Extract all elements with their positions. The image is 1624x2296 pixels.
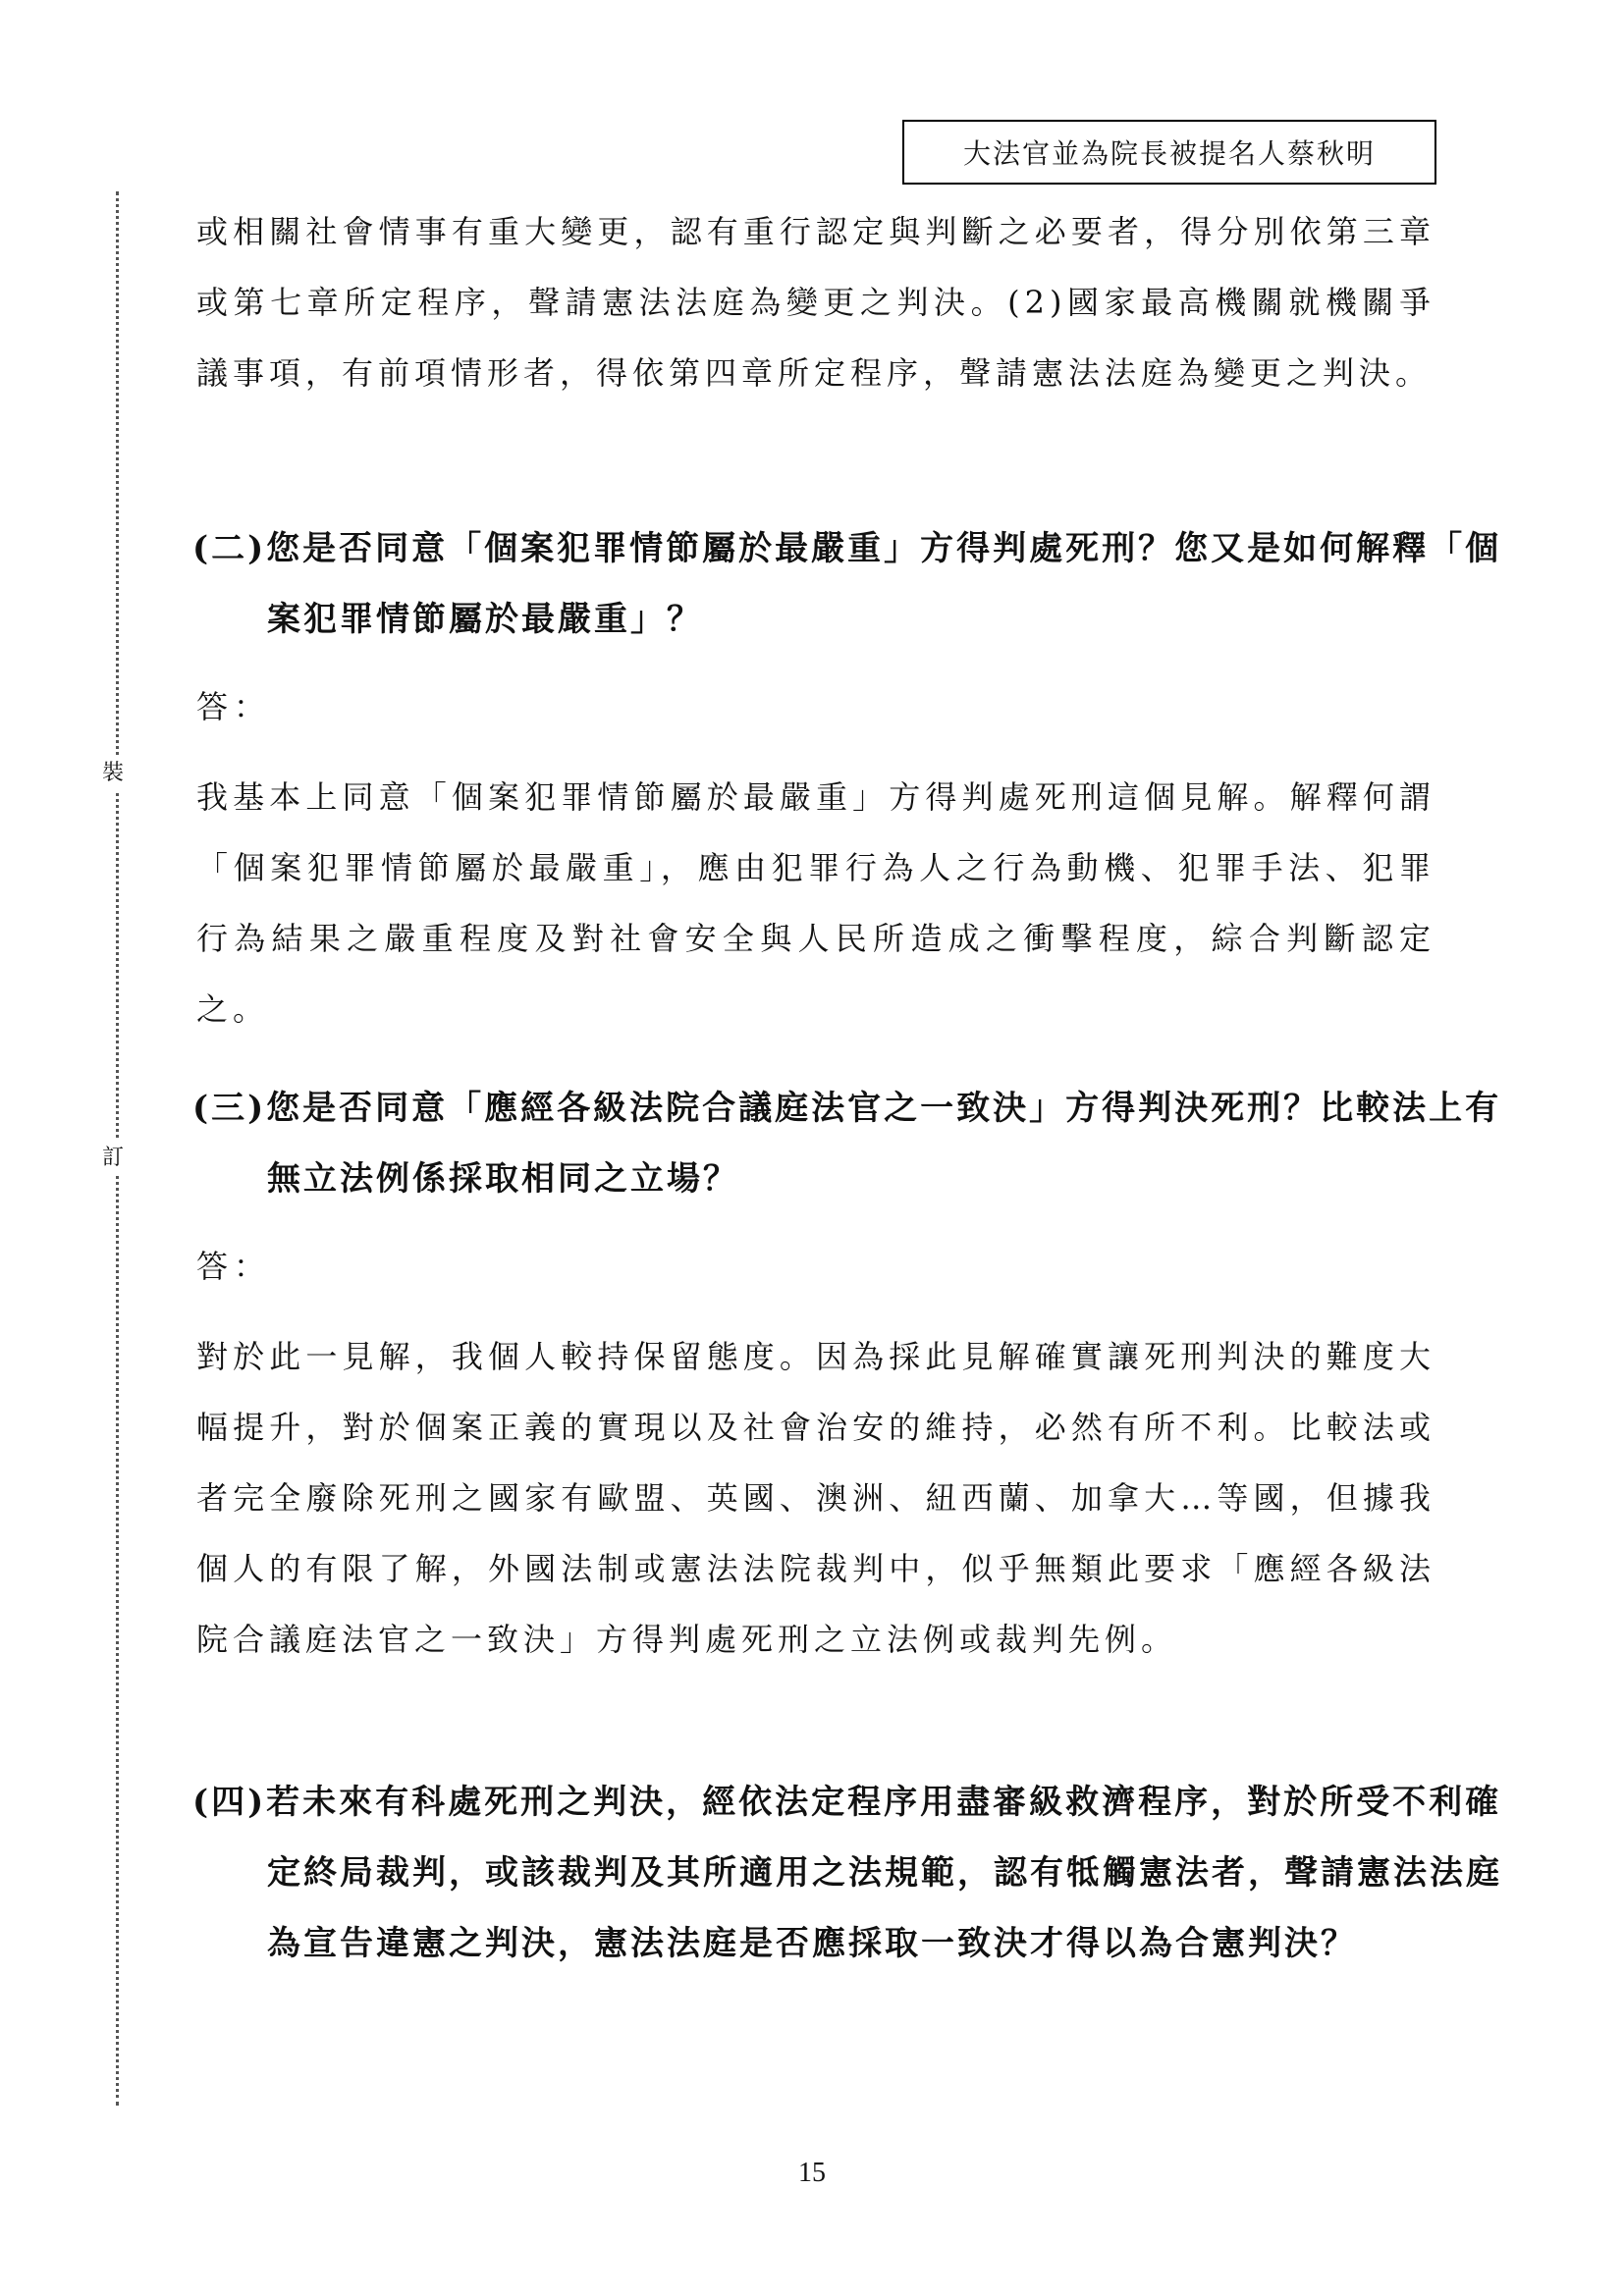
answer-label-3: 答： bbox=[196, 1248, 272, 1285]
intro-paragraph: 或相關社會情事有重大變更，認有重行認定與判斷之必要者，得分別依第三章或第七章所定程序，聲請憲法法庭為變更之判決。(2)國家最高機關就機關爭議事項，有前項情形者，得依第四章所定程序，聲請憲法法庭為變更之判決。 bbox=[196, 213, 1435, 392]
binding-label-bind: 裝 bbox=[102, 756, 124, 791]
answer-paragraph-3: 對於此一見解，我個人較持保留態度。因為採此見解確實讓死刑判決的難度大幅提升，對於個案正義的實現以及社會治安的維持，必然有所不利。比較法或者完全廢除死刑之國家有歐盟、英國、澳洲、紐西蘭、加拿大…等國，但據我個人的有限了解，外國法制或憲法法院裁判中，似乎無類此要求「應經各級法院合議庭法官之一致決」方得判處死刑之立法例或裁判先例。 bbox=[196, 1338, 1435, 1658]
answer-paragraph-2: 我基本上同意「個案犯罪情節屬於最嚴重」方得判處死刑這個見解。解釋何謂「個案犯罪情節屬於最嚴重」，應由犯罪行為人之行為動機、犯罪手法、犯罪行為結果之嚴重程度及對社會安全與人民所造成之衝擊程度，綜合判斷認定之。 bbox=[196, 778, 1435, 1028]
binding-label-staple: 訂 bbox=[102, 1141, 124, 1176]
nominee-header-label: 大法官並為院長被提名人蔡秋明 bbox=[962, 137, 1376, 170]
question-heading-2: (二)您是否同意「個案犯罪情節屬於最嚴重」方得判處死刑？您又是如何解釋「個案犯罪情節屬於最嚴重」？ bbox=[192, 529, 1502, 639]
answer-label-2: 答： bbox=[196, 688, 272, 725]
question-heading-4: (四)若未來有科處死刑之判決，經依法定程序用盡審級救濟程序，對於所受不利確定終局裁判，或該裁判及其所適用之法規範，認有牴觸憲法者，聲請憲法法庭為宣告違憲之判決，憲法法庭是否應採取一致決才得以為合憲判決？ bbox=[192, 1783, 1502, 1963]
nominee-header-box bbox=[902, 120, 1436, 185]
page-number: 15 bbox=[798, 2158, 826, 2188]
question-heading-3: (三)您是否同意「應經各級法院合議庭法官之一致決」方得判決死刑？比較法上有無立法例係採取相同之立場？ bbox=[192, 1089, 1502, 1199]
